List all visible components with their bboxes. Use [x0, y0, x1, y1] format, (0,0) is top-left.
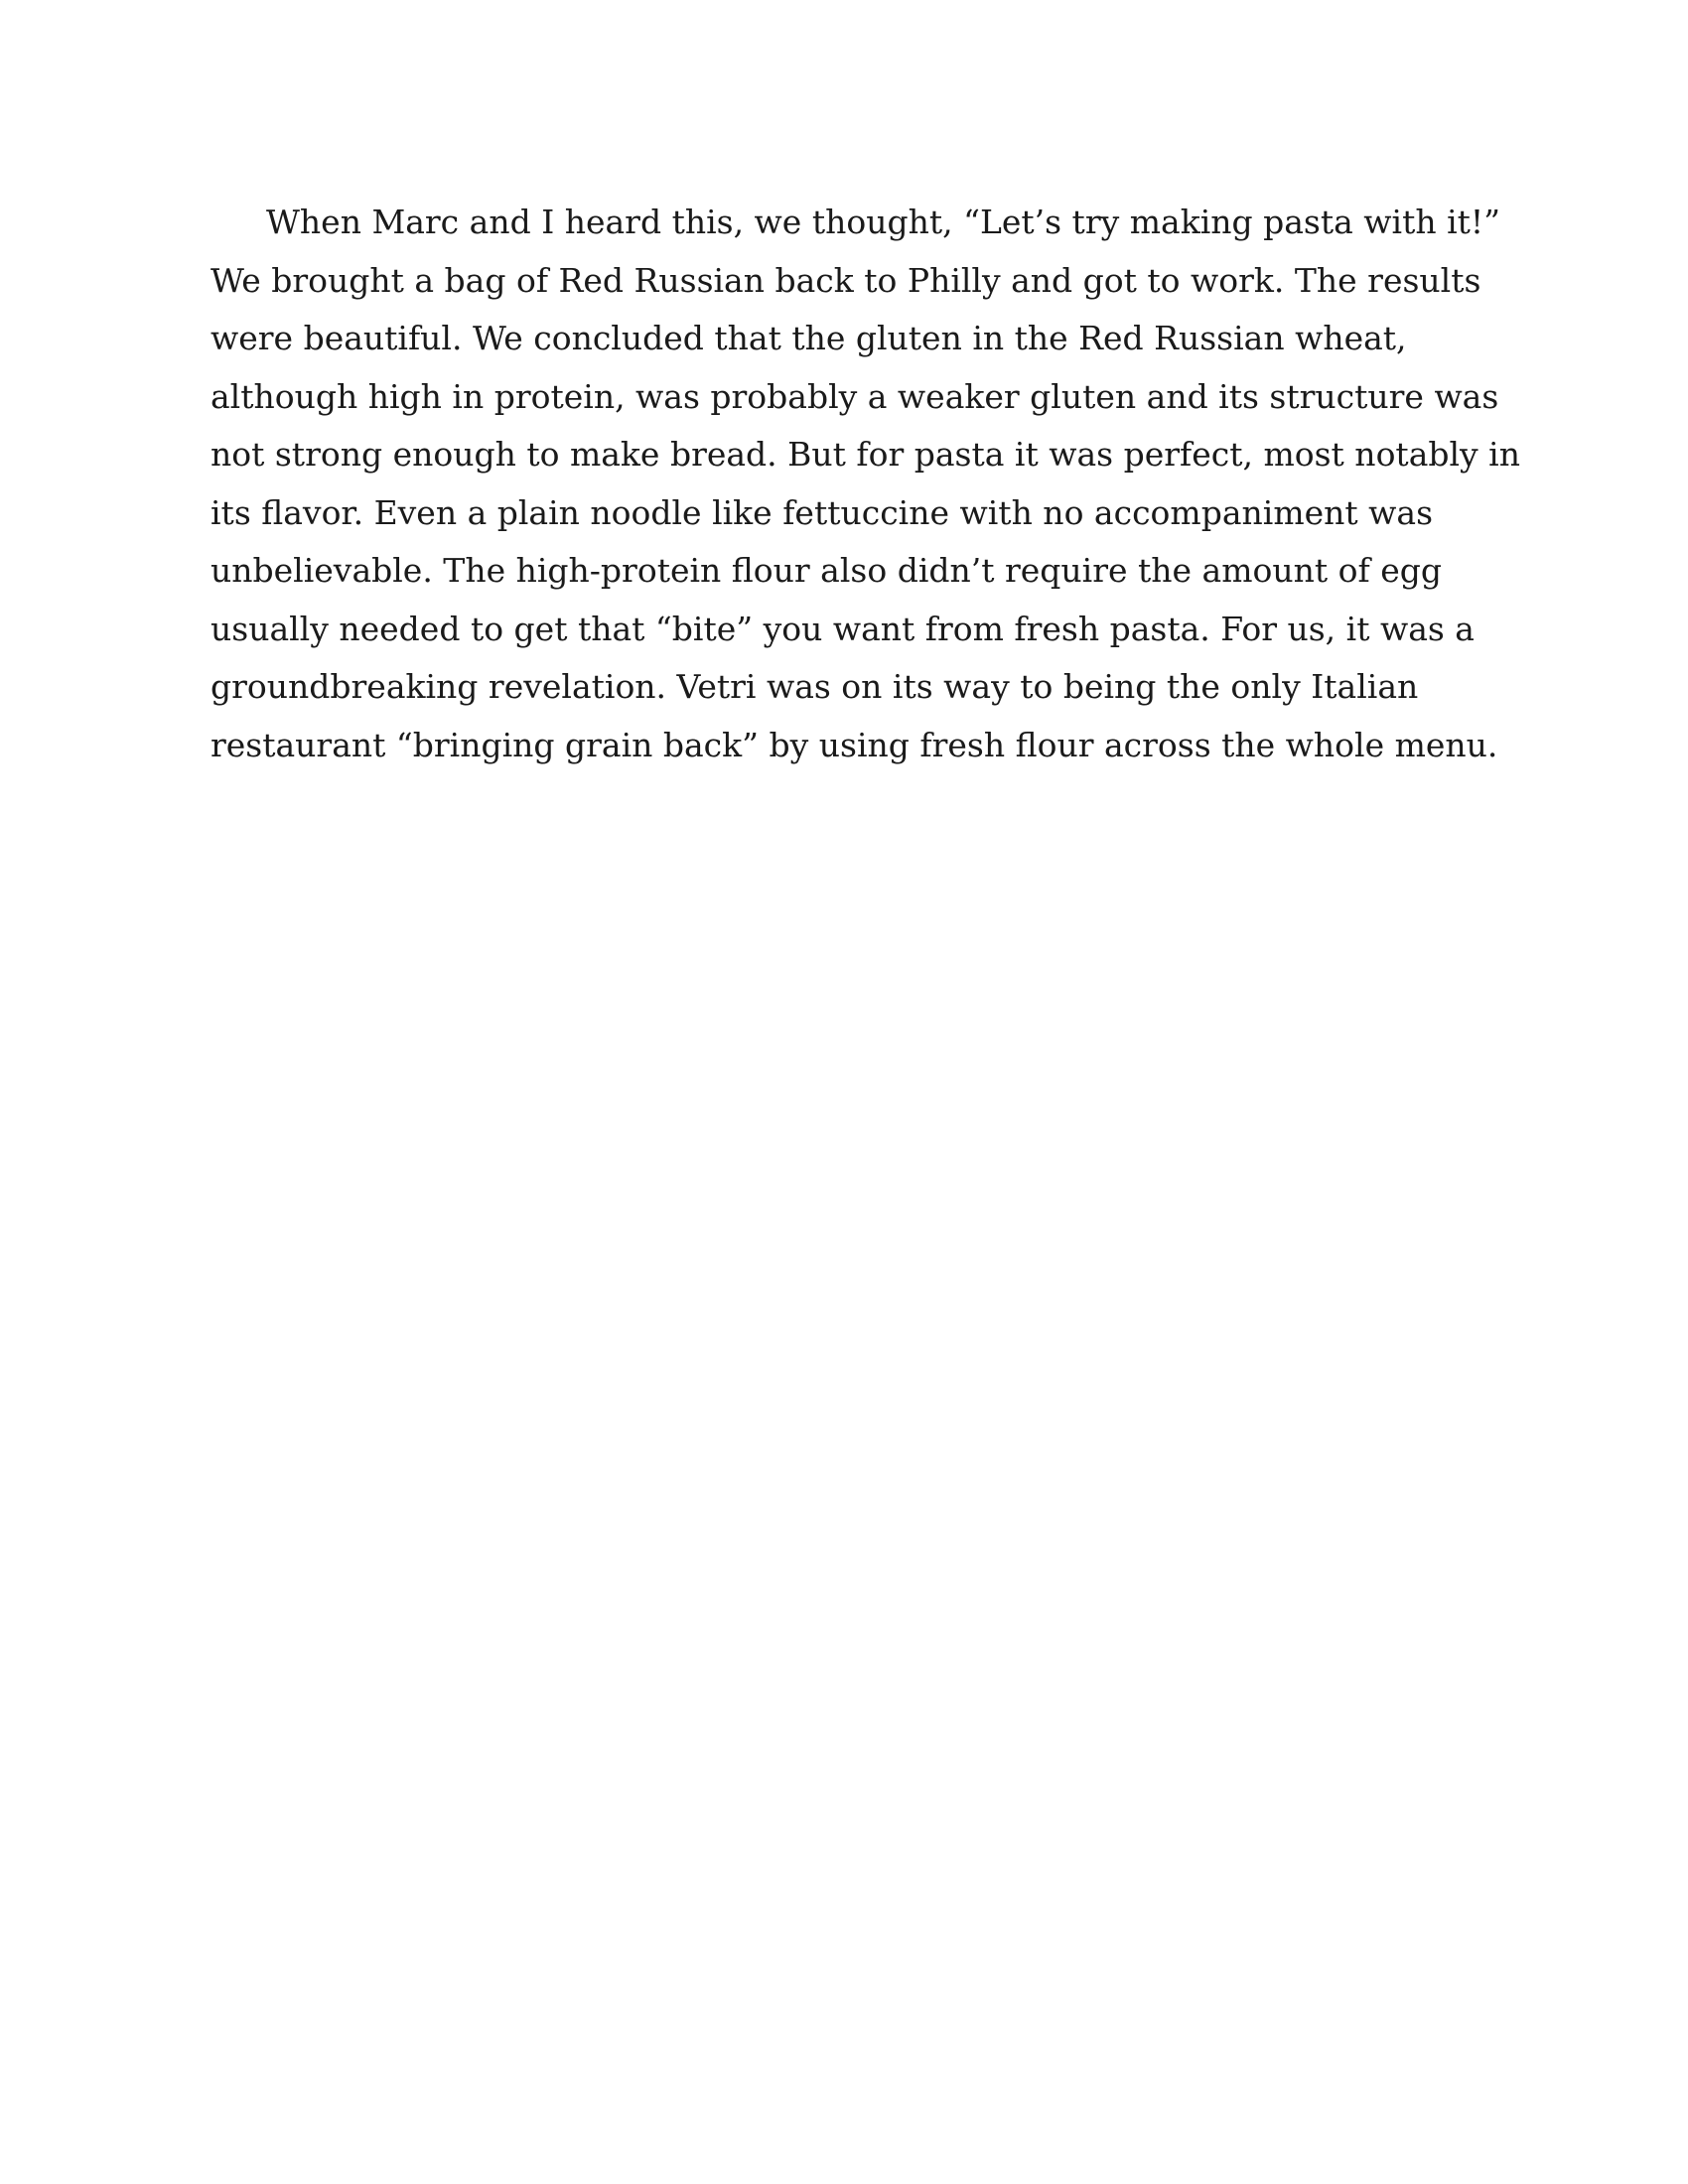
paragraph-line-7: unbelievable. The high-protein flour also didn’t require the amount of egg: [211, 551, 1442, 590]
paragraph-line-2: We brought a bag of Red Russian back to Philly and got to work. The results: [211, 260, 1481, 300]
paragraph-line-8: usually needed to get that “bite” you want from fresh pasta. For us, it was a: [211, 609, 1475, 648]
paragraph-line-1: When Marc and I heard this, we thought, “Let’s try making pasta with it!”: [266, 203, 1501, 241]
body-paragraph: [211, 194, 1520, 774]
paragraph-line-6: its flavor. Even a plain noodle like fettuccine with no accompaniment was: [211, 492, 1434, 532]
paragraph-line-4: although high in protein, was probably a weaker gluten and its structure was: [211, 376, 1499, 416]
paragraph-line-10: restaurant “bringing grain back” by using fresh flour across the whole menu.: [211, 725, 1498, 764]
paragraph-line-3: were beautiful. We concluded that the gluten in the Red Russian wheat,: [211, 319, 1407, 357]
paragraph-line-9: groundbreaking revelation. Vetri was on its way to being the only Italian: [211, 667, 1419, 706]
paragraph-line-5: not strong enough to make bread. But for pasta it was perfect, most notably in: [211, 435, 1520, 474]
